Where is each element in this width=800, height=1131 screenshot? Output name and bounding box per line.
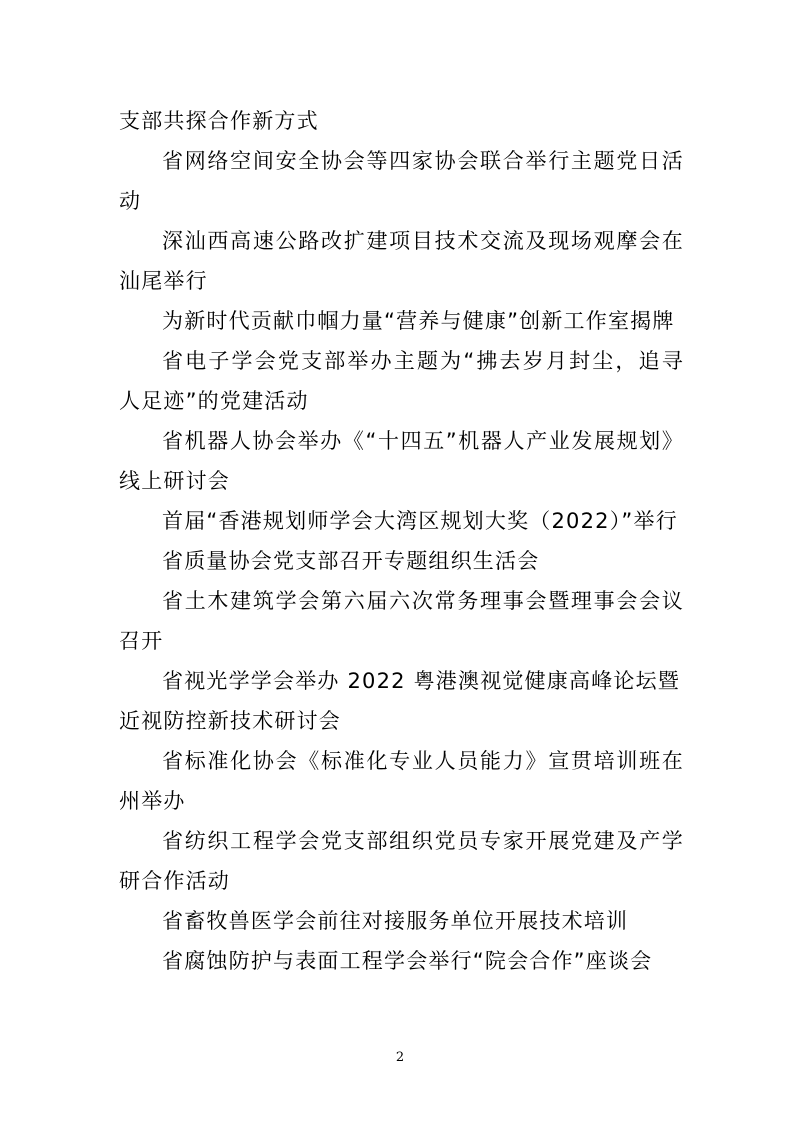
text-line: 线上研讨会 <box>119 469 230 493</box>
text-line: 研合作活动 <box>119 869 230 893</box>
text-line: 动 <box>119 189 142 213</box>
text-line: 省纺织工程学会党支部组织党员专家开展党建及产学 <box>162 829 684 853</box>
text-line: 省电子学会党支部举办主题为“拂去岁月封尘，追寻 <box>162 349 684 373</box>
text-line: 省网络空间安全协会等四家协会联合举行主题党日活 <box>162 149 684 173</box>
text-line: 省视光学学会举办 2022 粤港澳视觉健康高峰论坛暨 <box>162 669 680 693</box>
text-line: 省质量协会党支部召开专题组织生活会 <box>162 549 540 573</box>
text-line: 省腐蚀防护与表面工程学会举行“院会合作”座谈会 <box>162 949 653 973</box>
text-line: 首届“香港规划师学会大湾区规划大奖（2022）”举行 <box>162 509 678 533</box>
text-line: 州举办 <box>119 789 186 813</box>
text-line: 汕尾举行 <box>119 269 208 293</box>
text-line: 省土木建筑学会第六届六次常务理事会暨理事会会议 <box>162 589 684 613</box>
text-line: 省机器人协会举办《“十四五”机器人产业发展规划》 <box>162 429 684 453</box>
text-line: 省标准化协会《标准化专业人员能力》宣贯培训班在 <box>162 749 684 773</box>
text-line: 近视防控新技术研讨会 <box>119 709 341 733</box>
text-line: 省畜牧兽医学会前往对接服务单位开展技术培训 <box>162 909 629 933</box>
text-line: 深汕西高速公路改扩建项目技术交流及现场观摩会在 <box>162 229 684 253</box>
text-line: 召开 <box>119 629 164 653</box>
text-line: 支部共探合作新方式 <box>119 109 319 133</box>
page-number: 2 <box>395 1050 405 1065</box>
text-line: 人足迹”的党建活动 <box>119 389 309 413</box>
document-body <box>119 101 684 981</box>
text-line: 为新时代贡献巾帼力量“营养与健康”创新工作室揭牌 <box>162 309 675 333</box>
